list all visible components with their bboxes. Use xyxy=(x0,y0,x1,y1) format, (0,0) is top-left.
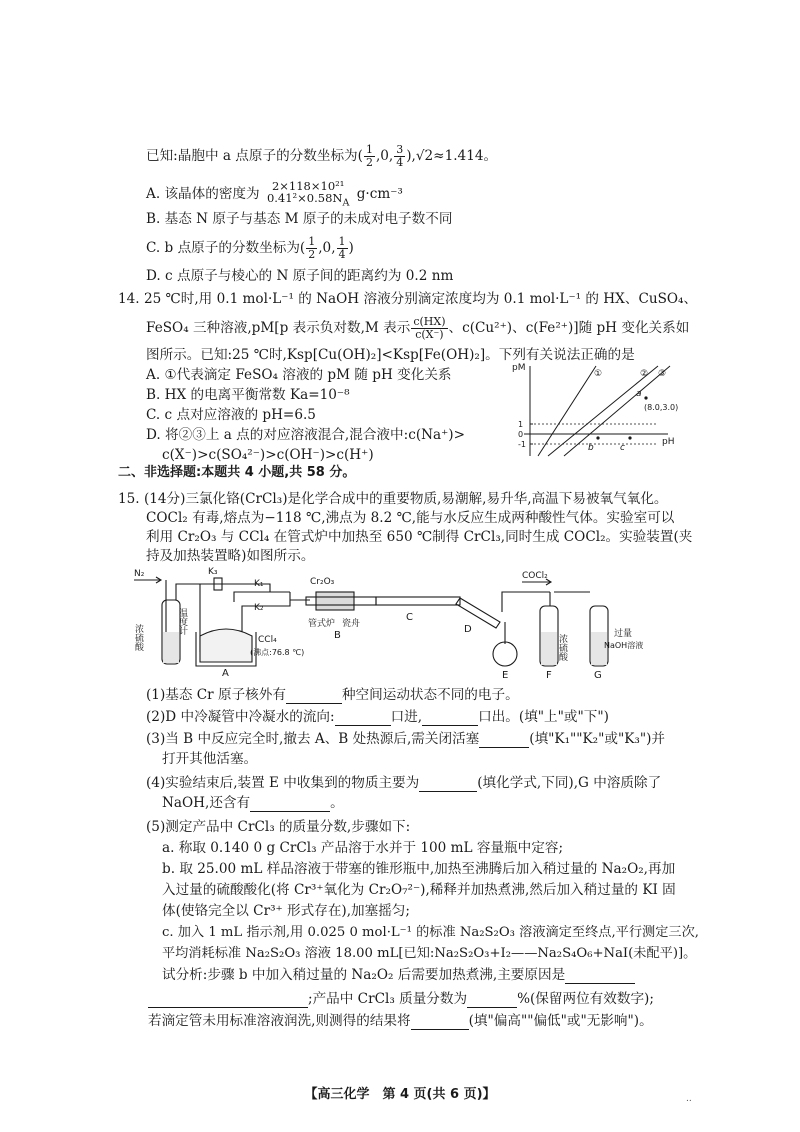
q15-step-c-line2: 平均消耗标准 Na₂S₂O₃ 溶液 18.00 mL[已知:Na₂S₂O₃+I₂——Na₂S₄O₆+NaI(未配平)]。 xyxy=(162,946,697,961)
q14-stem-line2 xyxy=(146,316,689,341)
q13-known-frac1: $\frac{1}{2}$ xyxy=(365,143,373,169)
q15-s5d2-b: ;产品中 CrCl₃ 质量分数为 xyxy=(308,991,468,1007)
q15-s1-a: (1)基态 Cr 原子核外有 xyxy=(146,687,286,703)
q13-optc-frac3: $\frac{1}{4}$ xyxy=(338,235,346,261)
y-tick-label: 0 xyxy=(518,430,524,439)
k1-label: K₁ xyxy=(254,579,264,589)
x-axis-label: pH xyxy=(662,437,675,447)
y-axis-label: pM xyxy=(512,363,526,373)
q15-intro-line3: 利用 Cr₂O₃ 与 CCl₄ 在管式炉中加热至 650 ℃制得 CrCl₃,同时生成 COCl₂。实验装置(夹 xyxy=(146,529,693,545)
pm-ph-chart xyxy=(508,360,678,460)
label-b: B xyxy=(334,630,341,641)
answer-blank-4b[interactable] xyxy=(250,797,330,812)
q15-step-b-line3: 体(使铬完全以 Cr³⁺ 形式存在),加塞摇匀; xyxy=(162,903,410,919)
label-c: C xyxy=(406,612,413,623)
k3-label: K₃ xyxy=(208,567,218,577)
q15-sub2 xyxy=(146,708,609,726)
point-a xyxy=(644,396,647,399)
q15-step-b-line2: 入过量的硫酸酸化(将 Cr³⁺氧化为 Cr₂O₇²⁻),稀释并加热煮沸,然后加入稍过量的 KI 固 xyxy=(162,882,676,898)
line-f-g xyxy=(550,592,590,606)
q15-sub3-line2: 打开其他活塞。 xyxy=(162,751,258,767)
point-b-label: b xyxy=(588,443,594,453)
cr2o3-label: Cr₂O₃ xyxy=(310,577,335,587)
footer-dots: .. xyxy=(686,1094,692,1104)
condenser-d xyxy=(456,598,500,628)
q14-line2-prefix: FeSO₄ 三种溶液,pM[p 表示负对数,M 表示 xyxy=(146,320,411,336)
boat-label: 瓷舟 xyxy=(342,619,361,629)
thermometer-label: 温度计 xyxy=(177,608,187,635)
q13-opta-den-sub: A xyxy=(342,197,350,209)
ccl4-bp-label: (沸点:76.8 ℃) xyxy=(250,648,305,657)
q13-opta-prefix: A. 该晶体的密度为 xyxy=(146,186,260,203)
q15-s5d3-b: (填"偏高""偏低"或"无影响")。 xyxy=(468,1013,653,1029)
q15-intro-line1: 15. (14分)三氯化铬(CrCl₃)是化学合成中的重要物质,易潮解,易升华,高温下易被氧气氧化。 xyxy=(118,491,668,507)
q13-option-c xyxy=(146,236,354,261)
flask-ccl4 xyxy=(200,629,252,662)
label-g: G xyxy=(594,670,602,681)
q15-analysis-line3 xyxy=(148,1012,653,1030)
q14-frac xyxy=(411,316,447,341)
q13-known-suffix: ),√2≈1.414。 xyxy=(406,148,498,164)
n2-label: N₂ xyxy=(134,569,145,579)
line-e-f xyxy=(502,592,550,612)
q15-sub1 xyxy=(146,686,519,704)
section2-header: 二、非选择题:本题共 4 小题,共 58 分。 xyxy=(118,465,356,480)
point-a-coord-label: (8.0,3.0) xyxy=(644,403,678,412)
q15-analysis-line2 xyxy=(148,990,654,1008)
q14-option-d-line2: c(X⁻)>c(SO₄²⁻)>c(OH⁻)>c(H⁺) xyxy=(162,447,374,463)
label-e: E xyxy=(502,670,509,681)
point-b xyxy=(596,436,599,439)
q13-optc-frac1: $\frac{1}{2}$ xyxy=(308,235,316,261)
q14-frac-den: c(X⁻) xyxy=(415,328,444,341)
k2-label: K₂ xyxy=(254,603,264,613)
answer-blank-4a[interactable] xyxy=(419,777,477,792)
q15-sub5: (5)测定产品中 CrCl₃ 的质量分数,步骤如下: xyxy=(146,819,411,835)
q13-known-line xyxy=(146,144,497,169)
q13-option-a xyxy=(146,180,403,209)
flask-e xyxy=(493,642,517,666)
label-d: D xyxy=(464,624,472,635)
q15-analysis-line1 xyxy=(162,966,635,984)
q15-s3-a: (3)当 B 中反应完全时,撤去 A、B 处热源后,需关闭活塞 xyxy=(146,731,480,747)
q13-optc-mid: ,0, xyxy=(318,240,336,256)
q15-sub3 xyxy=(146,730,665,748)
ccl4-label: CCl₄ xyxy=(258,635,277,645)
bottle-f-liquid xyxy=(541,632,557,665)
line-k1 xyxy=(234,592,290,602)
conc-h2so4-label-f: 浓硫酸 xyxy=(557,634,567,661)
tube-furnace xyxy=(316,592,354,610)
q15-step-a: a. 称取 0.140 0 g CrCl₃ 产品溶于水并于 100 mL 容量瓶中定容; xyxy=(162,840,564,856)
q13-opta-den: 0.41²×0.58N xyxy=(266,191,343,205)
q14-line2-suffix: 、c(Cu²⁺)、c(Fe²⁺)]随 pH 变化关系如 xyxy=(448,320,690,336)
q15-s5d3-a: 若滴定管未用标准溶液润洗,则测得的结果将 xyxy=(148,1013,411,1029)
excess-label: 过量 xyxy=(614,629,633,639)
answer-blank-5a[interactable] xyxy=(565,969,635,984)
point-a-label: a xyxy=(636,389,642,399)
answer-blank-5a-cont[interactable] xyxy=(148,993,308,1008)
q15-s2-b: 口进, xyxy=(390,709,423,725)
q15-sub4-line2 xyxy=(162,794,344,812)
naoh-label: NaOH溶液 xyxy=(604,641,644,650)
q13-known-mid: ,0, xyxy=(375,148,394,164)
q15-s5d1: 试分析:步骤 b 中加入稍过量的 Na₂O₂ 后需要加热煮沸,主要原因是 xyxy=(162,967,566,983)
q14-option-b: B. HX 的电离平衡常数 Ka=10⁻⁸ xyxy=(146,387,350,403)
q15-intro-line2: COCl₂ 有毒,熔点为−118 ℃,沸点为 8.2 ℃,能与水反应生成两种酸性气体。实验室可以 xyxy=(146,510,675,526)
q14-option-c: C. c 点对应溶液的 pH=6.5 xyxy=(146,407,316,423)
q15-s2-a: (2)D 中冷凝管中冷凝水的流向: xyxy=(146,709,335,725)
label-f: F xyxy=(546,670,552,681)
furnace-label: 管式炉 xyxy=(308,619,336,629)
q15-s4-b: (填化学式,下同),G 中溶质除了 xyxy=(477,775,662,791)
q13-option-b: B. 基态 N 原子与基态 M 原子的未成对电子数不同 xyxy=(146,211,453,227)
point-c xyxy=(628,436,631,439)
answer-blank-1[interactable] xyxy=(286,689,342,704)
q15-s4-d: 。 xyxy=(330,795,344,811)
y-tick-label: -1 xyxy=(518,440,526,449)
q13-known-prefix: 已知:晶胞中 a 点原子的分数坐标为( xyxy=(146,148,363,164)
q13-opta-frac xyxy=(265,180,351,209)
series-label-3: ③ xyxy=(658,369,667,379)
q15-s4-a: (4)实验结束后,装置 E 中收集到的物质主要为 xyxy=(146,775,420,791)
answer-blank-3[interactable] xyxy=(479,733,529,748)
answer-blank-2a[interactable] xyxy=(335,711,391,726)
q15-s1-b: 种空间运动状态不同的电子。 xyxy=(341,687,519,703)
q13-optc-suffix: ) xyxy=(348,240,354,256)
q15-s4-c: NaOH,还含有 xyxy=(162,795,251,811)
q15-s5d2-c: %(保留两位有效数字); xyxy=(517,991,654,1007)
apparatus-diagram xyxy=(130,562,650,682)
q13-opta-unit: g·cm⁻³ xyxy=(356,186,403,203)
point-c-label: c xyxy=(620,443,625,453)
q13-opta-den-wrap xyxy=(265,192,351,209)
cocl2-label: COCl₂ xyxy=(522,571,548,581)
tube-c xyxy=(376,597,460,605)
q13-optc-prefix: C. b 点原子的分数坐标为( xyxy=(146,240,306,256)
q15-sub4 xyxy=(146,774,661,792)
line-k2 xyxy=(242,592,290,632)
y-tick-label: 1 xyxy=(518,420,524,429)
q13-known-frac3: $\frac{3}{4}$ xyxy=(396,143,404,169)
page-footer: 【高三化学 第 4 页(共 6 页)】 xyxy=(304,1087,496,1102)
q14-frac-num: c(HX) xyxy=(413,315,446,328)
q14-stem-line1: 14. 25 ℃时,用 0.1 mol·L⁻¹ 的 NaOH 溶液分别滴定浓度均为 0.1 mol·L⁻¹ 的 HX、CuSO₄、 xyxy=(118,291,698,307)
q13-opta-num: 2×118×10²¹ xyxy=(271,179,345,193)
wash-bottle-a-liquid xyxy=(163,632,179,663)
q15-s2-c: 口出。(填"上"或"下") xyxy=(478,709,609,725)
series-line-2 xyxy=(548,366,658,456)
q15-s3-b: (填"K₁""K₂"或"K₃")并 xyxy=(529,731,665,747)
conc-h2so4-label-a: 浓硫酸 xyxy=(133,624,143,651)
wash-bottle-a-outlet xyxy=(176,584,220,600)
series-label-2: ② xyxy=(640,369,649,379)
q14-option-a: A. ①代表滴定 FeSO₄ 溶液的 pM 随 pH 变化关系 xyxy=(146,367,452,383)
q15-intro-line4: 持及加热装置略)如图所示。 xyxy=(146,548,315,564)
answer-blank-5b[interactable] xyxy=(467,993,517,1008)
series-label-1: ① xyxy=(594,369,603,379)
q14-option-d-line1: D. 将②③上 a 点的对应溶液混合,混合液中:c(Na⁺)> xyxy=(146,427,465,443)
q13-option-d: D. c 点原子与棱心的 N 原子间的距离约为 0.2 nm xyxy=(146,268,454,284)
answer-blank-5c[interactable] xyxy=(411,1015,469,1030)
q15-step-c-line1: c. 加入 1 mL 指示剂,用 0.025 0 mol·L⁻¹ 的标准 Na₂S₂O₃ 溶液滴定至终点,平行测定三次, xyxy=(162,925,699,940)
answer-blank-2b[interactable] xyxy=(422,711,478,726)
q15-step-b-line1: b. 取 25.00 mL 样品溶液于带塞的锥形瓶中,加热至沸腾后加入稍过量的 Na₂O₂,再加 xyxy=(162,861,676,877)
q14-stem-line3: 图所示。已知:25 ℃时,Ksp[Cu(OH)₂]<Ksp[Fe(OH)₂]。下列有关说法正确的是 xyxy=(146,347,635,363)
label-a: A xyxy=(222,668,229,679)
